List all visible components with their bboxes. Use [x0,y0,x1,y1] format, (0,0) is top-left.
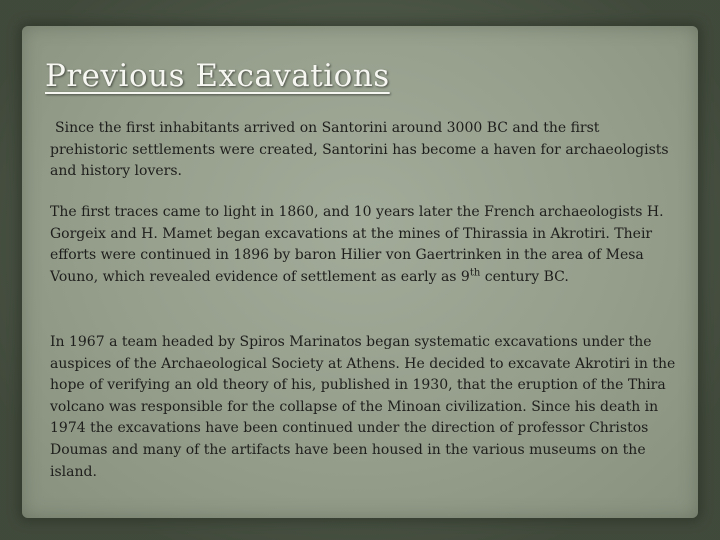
slide-title: Previous Excavations [45,58,390,94]
paragraph-first-traces [50,202,670,288]
paragraph-marinatos: In 1967 a team headed by Spiros Marinatos began systematic excavations under the auspices of the Archaeological Society at Athens. He decided to excavate Akrotiri in the hope of verifying an old theory of his, published in 1930, that the eruption of the Thira volcano was responsible for the collapse of the Minoan civilization. Since his death in 1974 the excavations have been continued under the direction of professor Christos Doumas and many of the artifacts have been housed in the various museums on the island. [50,334,676,480]
paragraph-inhabitants [50,118,670,183]
paragraph-first-traces-end: century BC. [480,268,569,285]
ordinal-superscript: th [469,267,481,279]
paragraph-first-traces-text: The first traces came to light in 1860, and 10 years later the French archaeologists H. Gorgeix and H. Mamet began excavations at the mines of Thirassia in Akrotiri. Their efforts were continued in 1896 by baron Hilier von Gaertrinken in the area of Mesa Vouno, which revealed evidence of settlement as early as 9 [50,204,664,285]
paragraph-inhabitants-text: Since the first inhabitants arrived on Santorini around 3000 BC and the first prehistoric settlements were created, Santorini has become a haven for archaeologists and history lovers. [50,120,669,180]
